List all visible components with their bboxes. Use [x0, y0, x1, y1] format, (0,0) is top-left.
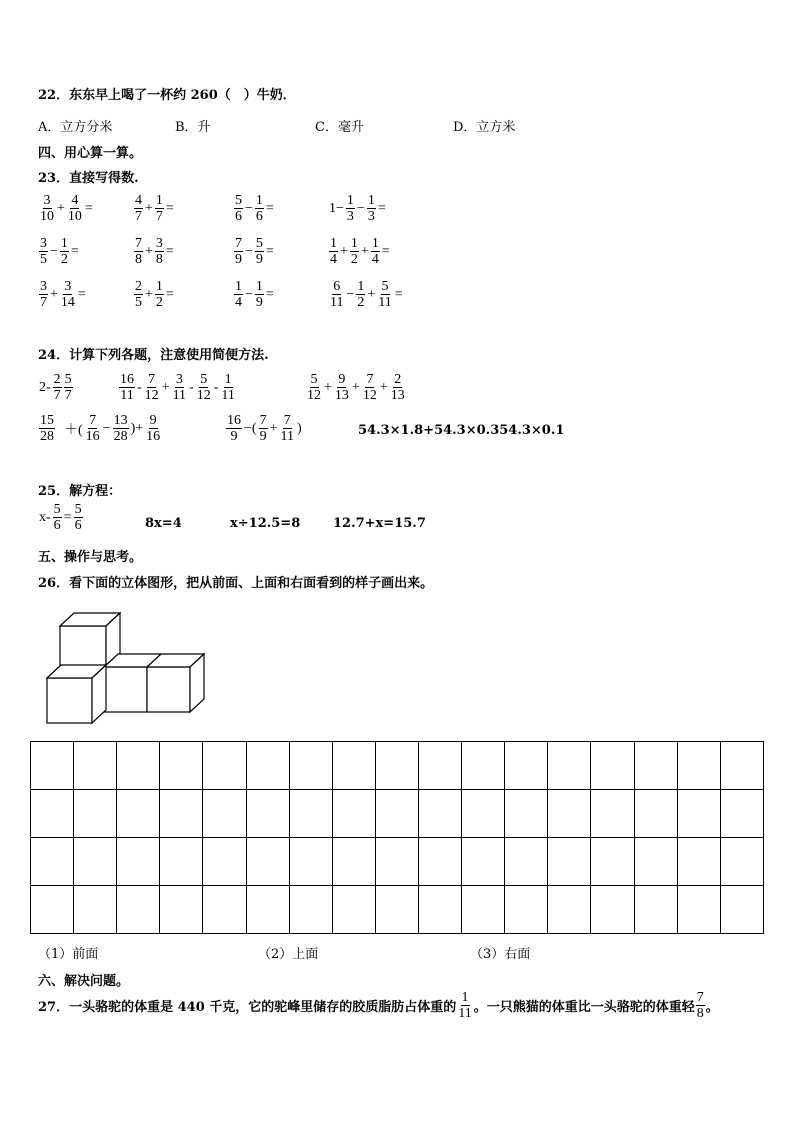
q23-expression: 1− $\frac{1}{3}$ − $\frac{1}{3}$ = — [329, 193, 386, 224]
grid-cell[interactable] — [160, 742, 203, 790]
grid-cell[interactable] — [418, 790, 461, 838]
fraction: $\frac{5}{12}$ — [307, 372, 321, 403]
fraction: $\frac{1}{9}$ — [255, 279, 263, 310]
grid-cell[interactable] — [462, 886, 505, 934]
grid-cell[interactable] — [74, 742, 117, 790]
grid-cell[interactable] — [462, 838, 505, 886]
fraction: $\frac{1}{7}$ — [155, 193, 163, 224]
grid-cell[interactable] — [375, 838, 418, 886]
cube-figure — [40, 607, 210, 727]
grid-cell[interactable] — [548, 886, 591, 934]
grid-cell[interactable] — [720, 790, 763, 838]
fraction: $\frac{5}{12}$ — [196, 372, 211, 403]
grid-cell[interactable] — [246, 886, 289, 934]
section-4-heading: 四、用心算一算。 — [38, 146, 143, 161]
q24-expr-6: 54.3×1.8+54.3×0.354.3×0.1 — [358, 423, 565, 438]
grid-cell[interactable] — [203, 790, 246, 838]
grid-cell[interactable] — [289, 742, 332, 790]
grid-cell[interactable] — [548, 790, 591, 838]
q24-e1-lead: 2- — [39, 379, 51, 395]
q24-expr-5: $\frac{16}{9}$ −( $\frac{7}{9}$ + $\frac{7}{11}$ ) — [227, 413, 302, 444]
fraction: $\frac{7}{11}$ — [280, 413, 294, 444]
q23-stem: 23．直接写得数. — [38, 171, 139, 186]
fraction: $\frac{1}{2}$ — [155, 279, 163, 310]
fraction: $\frac{2}{13}$ — [390, 372, 405, 403]
fraction: $\frac{4}{7}$ — [135, 193, 142, 224]
q23-expression: $\frac{3}{10}$ + $\frac{4}{10}$ = — [40, 193, 93, 224]
fraction: $\frac{16}{9}$ — [227, 413, 241, 444]
grid-cell[interactable] — [634, 838, 677, 886]
grid-cell[interactable] — [548, 838, 591, 886]
grid-label-front: （1）前面 — [38, 947, 99, 962]
grid-cell[interactable] — [591, 838, 634, 886]
grid-cell[interactable] — [203, 742, 246, 790]
grid-row — [31, 742, 764, 790]
fraction: $\frac{7}{8}$ — [135, 236, 142, 267]
fraction: $\frac{1}{2}$ — [357, 279, 365, 310]
q23-expression: $\frac{3}{7}$ + $\frac{3}{14}$ = — [40, 279, 86, 310]
grid-cell[interactable] — [117, 790, 160, 838]
grid-cell[interactable] — [591, 790, 634, 838]
fraction: $\frac{3}{11}$ — [172, 372, 187, 403]
q22-option-a: A．立方分米 — [38, 120, 113, 135]
fraction: $\frac{1}{2}$ — [350, 236, 358, 267]
grid-cell[interactable] — [31, 790, 74, 838]
q22-option-b: B．升 — [175, 120, 211, 135]
q23-expression: $\frac{1}{4}$ + $\frac{1}{2}$ + $\frac{1}{4}$ = — [330, 236, 390, 267]
q25-eq-2: 8x=4 — [145, 516, 182, 531]
fraction: $\frac{5}{9}$ — [255, 236, 263, 267]
grid-cell[interactable] — [246, 838, 289, 886]
q23-expression: $\frac{4}{7}$ + $\frac{1}{7}$ = — [135, 193, 174, 224]
q27-text: 27．一头骆驼的体重是 440 千克，它的驼峰里储存的胶质脂肪占体重的 $\frac{1}{11}$ 。一只熊猫的体重比一头骆驼的体重轻 $\frac{7}{8}$ 。 — [38, 990, 719, 1021]
grid-cell[interactable] — [74, 790, 117, 838]
fraction: $\frac{9}{16}$ — [146, 413, 161, 444]
grid-cell[interactable] — [634, 790, 677, 838]
grid-label-right: （3）右面 — [470, 947, 531, 962]
grid-cell[interactable] — [720, 838, 763, 886]
q22-option-d: D．立方米 — [453, 120, 516, 135]
grid-cell[interactable] — [505, 838, 548, 886]
grid-cell[interactable] — [289, 790, 332, 838]
grid-cell[interactable] — [332, 838, 375, 886]
fraction: $\frac{7}{12}$ — [144, 372, 159, 403]
fraction: $\frac{5}{6}$ — [53, 502, 61, 533]
grid-cell[interactable] — [505, 886, 548, 934]
fraction: $\frac{13}{28}$ — [113, 413, 128, 444]
fraction: $\frac{3}{14}$ — [60, 279, 75, 310]
grid-cell[interactable] — [332, 790, 375, 838]
grid-cell[interactable] — [332, 742, 375, 790]
q22-option-c: C．毫升 — [315, 120, 364, 135]
fraction: $\frac{5}{6}$ — [74, 502, 82, 533]
grid-cell[interactable] — [677, 790, 720, 838]
grid-cell[interactable] — [548, 742, 591, 790]
grid-cell[interactable] — [203, 886, 246, 934]
fraction: $\frac{5}{7}$ — [64, 372, 72, 403]
fraction: $\frac{5}{6}$ — [235, 193, 242, 224]
q23-expression: $\frac{7}{8}$ + $\frac{3}{8}$ = — [135, 236, 174, 267]
q23-expression: $\frac{1}{4}$ − $\frac{1}{9}$ = — [235, 279, 274, 310]
fraction: $\frac{3}{8}$ — [155, 236, 163, 267]
fraction: $\frac{3}{7}$ — [40, 279, 47, 310]
fraction: $\frac{2}{5}$ — [135, 279, 142, 310]
grid-cell[interactable] — [31, 886, 74, 934]
fraction: $\frac{1}{4}$ — [371, 236, 379, 267]
grid-cell[interactable] — [634, 742, 677, 790]
fraction: $\frac{15}{28}$ — [40, 413, 54, 444]
grid-cell[interactable] — [31, 742, 74, 790]
grid-cell[interactable] — [246, 790, 289, 838]
q22-stem: 22．东东早上喝了一杯约 260（ ）牛奶． — [38, 88, 296, 103]
grid-cell[interactable] — [418, 742, 461, 790]
fraction: $\frac{7}{8}$ — [696, 990, 704, 1021]
grid-cell[interactable] — [31, 838, 74, 886]
grid-cell[interactable] — [74, 838, 117, 886]
fraction: $\frac{2}{7}$ — [53, 372, 61, 403]
grid-row — [31, 838, 764, 886]
fraction: $\frac{9}{13}$ — [334, 372, 349, 403]
grid-row — [31, 886, 764, 934]
grid-cell[interactable] — [246, 742, 289, 790]
grid-cell[interactable] — [160, 790, 203, 838]
grid-cell[interactable] — [505, 742, 548, 790]
q24-stem: 24．计算下列各题，注意使用简便方法. — [38, 348, 269, 363]
q24-expr-2: $\frac{16}{11}$ - $\frac{7}{12}$ + $\frac{3}{11}$ - $\frac{5}{12}$ - $\frac{1}{11}$ — [120, 372, 235, 403]
q23-expression: $\frac{7}{9}$ − $\frac{5}{9}$ = — [235, 236, 274, 267]
grid-cell[interactable] — [160, 838, 203, 886]
grid-cell[interactable] — [332, 886, 375, 934]
grid-label-top: （2）上面 — [258, 947, 319, 962]
q23-expression: $\frac{5}{6}$ − $\frac{1}{6}$ = — [235, 193, 274, 224]
grid-cell[interactable] — [720, 886, 763, 934]
section-5-heading: 五、操作与思考。 — [38, 550, 143, 565]
grid-cell[interactable] — [418, 886, 461, 934]
fraction: $\frac{1}{11}$ — [221, 372, 235, 403]
q23-expression: $\frac{3}{5}$ − $\frac{1}{2}$ = — [40, 236, 79, 267]
q24-expr-4: $\frac{15}{28}$ ＋( $\frac{7}{16}$ − $\frac{13}{28}$ )+ $\frac{9}{16}$ — [40, 413, 161, 444]
grid-cell[interactable] — [591, 886, 634, 934]
fraction: $\frac{1}{2}$ — [60, 236, 68, 267]
fraction: $\frac{4}{10}$ — [67, 193, 82, 224]
section-6-heading: 六、解决问题。 — [38, 974, 130, 989]
grid-cell[interactable] — [203, 838, 246, 886]
q23-expression: $\frac{6}{11}$ − $\frac{1}{2}$ + $\frac{5}{11}$ = — [330, 279, 403, 310]
fraction: $\frac{7}{9}$ — [235, 236, 242, 267]
drawing-grid[interactable] — [30, 741, 764, 934]
grid-cell[interactable] — [634, 886, 677, 934]
fraction: $\frac{16}{11}$ — [120, 372, 134, 403]
grid-cell[interactable] — [375, 790, 418, 838]
grid-cell[interactable] — [375, 742, 418, 790]
grid-cell[interactable] — [418, 838, 461, 886]
grid-cell[interactable] — [117, 886, 160, 934]
grid-cell[interactable] — [117, 838, 160, 886]
grid-cell[interactable] — [720, 742, 763, 790]
fraction: $\frac{7}{16}$ — [85, 413, 100, 444]
fraction: $\frac{1}{3}$ — [346, 193, 354, 224]
grid-cell[interactable] — [677, 838, 720, 886]
fraction: $\frac{1}{11}$ — [458, 990, 472, 1021]
fraction: $\frac{1}{4}$ — [330, 236, 337, 267]
grid-cell[interactable] — [160, 886, 203, 934]
grid-cell[interactable] — [117, 742, 160, 790]
grid-cell[interactable] — [289, 838, 332, 886]
grid-row — [31, 790, 764, 838]
fraction: $\frac{6}{11}$ — [330, 279, 344, 310]
grid-cell[interactable] — [462, 742, 505, 790]
grid-cell[interactable] — [677, 742, 720, 790]
grid-cell[interactable] — [677, 886, 720, 934]
q24-expr-3: $\frac{5}{12}$ + $\frac{9}{13}$ + $\frac{7}{12}$ + $\frac{2}{13}$ — [307, 372, 405, 403]
grid-cell[interactable] — [289, 886, 332, 934]
q23-expression: $\frac{2}{5}$ + $\frac{1}{2}$ = — [135, 279, 174, 310]
q25-eq-3: x÷12.5=8 — [230, 516, 301, 531]
grid-cell[interactable] — [375, 886, 418, 934]
q26-stem: 26．看下面的立体图形，把从前面、上面和右面看到的样子画出来。 — [38, 576, 434, 591]
fraction: $\frac{7}{9}$ — [259, 413, 267, 444]
grid-cell[interactable] — [74, 886, 117, 934]
q24-expr-1 — [38, 372, 74, 403]
fraction: $\frac{1}{6}$ — [255, 193, 263, 224]
grid-cell[interactable] — [505, 790, 548, 838]
q25-eq-4: 12.7+x=15.7 — [333, 516, 426, 531]
fraction: $\frac{3}{10}$ — [40, 193, 54, 224]
fraction: $\frac{5}{11}$ — [378, 279, 392, 310]
grid-cell[interactable] — [462, 790, 505, 838]
q25-eq-1: x- $\frac{5}{6}$ = $\frac{5}{6}$ — [39, 502, 82, 533]
q25-stem: 25．解方程： — [38, 484, 122, 499]
fraction: $\frac{1}{4}$ — [235, 279, 242, 310]
fraction: $\frac{1}{3}$ — [367, 193, 375, 224]
grid-cell[interactable] — [591, 742, 634, 790]
fraction: $\frac{3}{5}$ — [40, 236, 47, 267]
fraction: $\frac{7}{12}$ — [362, 372, 377, 403]
